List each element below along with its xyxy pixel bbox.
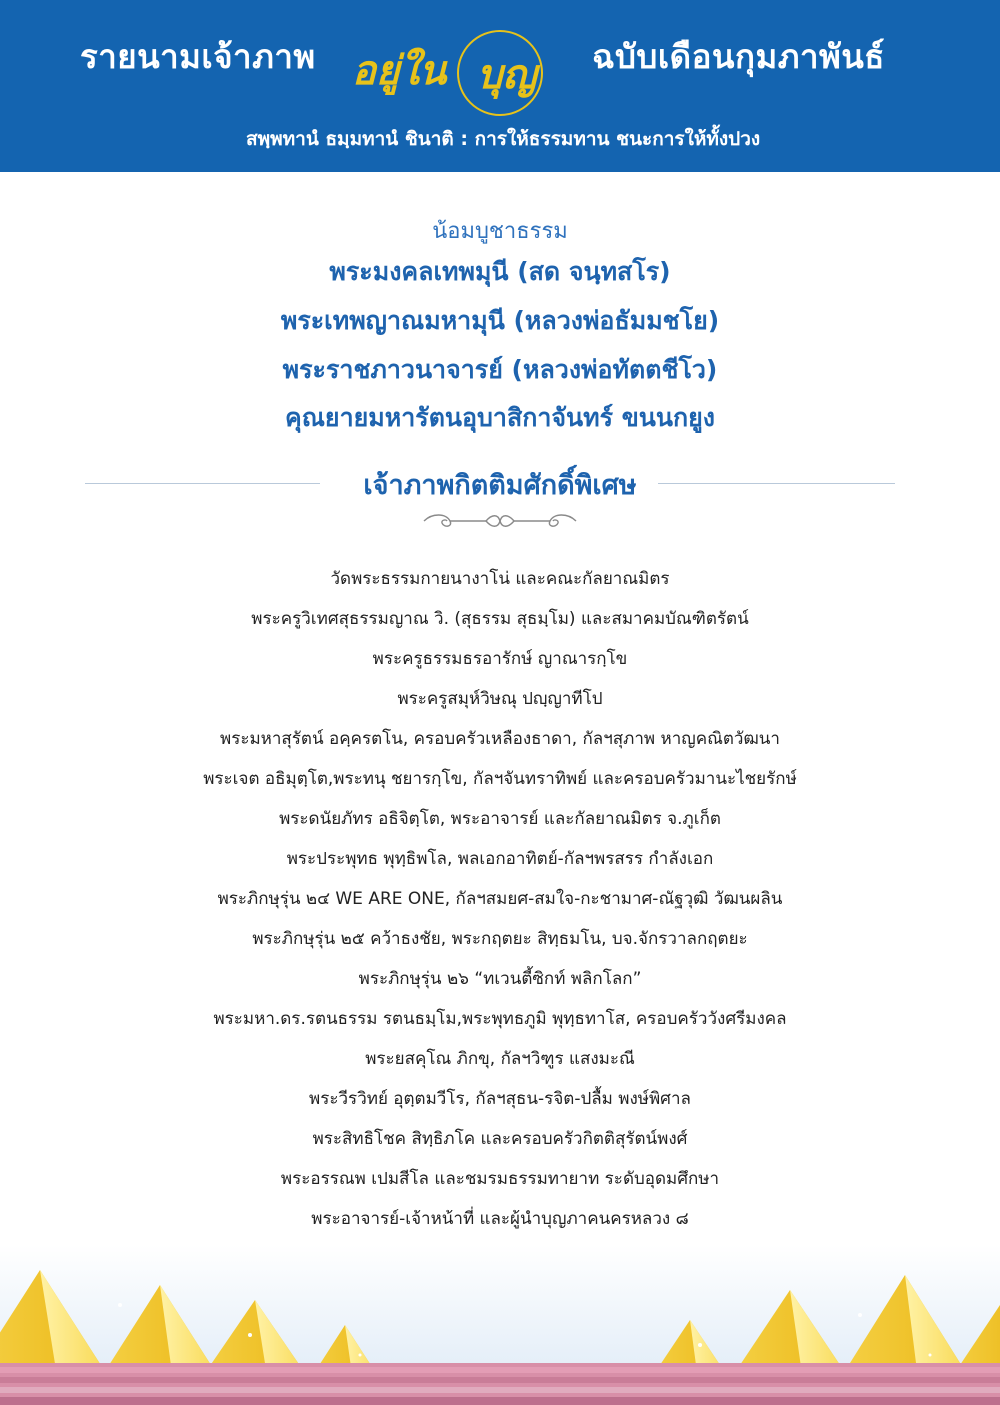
donor-entry: พระเจต อธิมุตฺโต,พระทนุ ชยารกฺโข, กัลฯจันทราทิพย์ และครอบครัวมานะไชยรักษ์ xyxy=(203,769,797,789)
magazine-logo xyxy=(352,22,572,114)
homage-name: พระมงคลเทพมุนี (สด จนฺทสโร) xyxy=(329,257,671,286)
donor-entry: พระภิกษุรุ่น ๒๖ “ทเวนตี้ซิกท์ พลิกโลก” xyxy=(358,969,642,989)
donor-entry: พระครูวิเทศสุธรรมญาณ วิ. (สุธรรม สุธมฺโม) และสมาคมบัณฑิตรัตน์ xyxy=(251,609,749,629)
donor-entry: พระมหาสุรัตน์ อคฺครตโน, ครอบครัวเหลืองธาดา, กัลฯสุภาพ หาญคณิตวัฒนา xyxy=(220,729,780,749)
scroll-ornament-icon xyxy=(420,511,580,531)
homage-name: พระเทพญาณมหามุนี (หลวงพ่อธัมมชโย) xyxy=(280,306,720,335)
logo-text-b: บุญ xyxy=(477,51,537,98)
header-banner xyxy=(0,0,1000,172)
homage-name: คุณยายมหารัตนอุบาสิกาจันทร์ ขนนกยูง xyxy=(285,403,715,432)
donor-entry: พระภิกษุรุ่น ๒๔ WE ARE ONE, กัลฯสมยศ-สมใจ-กะชามาศ-ณัฐวุฒิ วัฒนผลิน xyxy=(217,889,783,909)
donor-entry: พระสิทธิโชค สิทฺธิภโค และครอบครัวกิตติสุรัตน์พงศ์ xyxy=(312,1129,688,1149)
donor-entry: พระมหา.ดร.รตนธรรม รตนธมฺโม,พระพุทธภูมิ พุทฺธทาโส, ครอบครัววังศรีมงคล xyxy=(213,1009,787,1029)
donor-entry: พระอรรณพ เปมสีโล และชมรมธรรมทายาท ระดับอุดมศึกษา xyxy=(280,1169,720,1189)
golden-pyramids-illustration xyxy=(0,1245,1000,1405)
donor-entry: พระประพุทธ พุทฺธิพโล, พลเอกอาทิตย์-กัลฯพรสรร กำลังเอก xyxy=(286,849,714,869)
donor-entry: พระครูธรรมธรอารักษ์ ญาณารกฺโข xyxy=(372,649,628,669)
logo-text-a: อยู่ใน xyxy=(352,47,447,94)
section-title: เจ้าภาพกิตติมศักดิ์พิเศษ xyxy=(363,470,637,501)
issue-title: ฉบับเดือนกุมภาพันธ์ xyxy=(592,37,885,76)
donor-entry: พระวีรวิทย์ อุตฺตมวีโร, กัลฯสุธน-รจิต-ปลื้ม พงษ์พิศาล xyxy=(309,1089,691,1109)
donor-entry: พระภิกษุรุ่น ๒๕ คว้าธงชัย, พระกฤตยะ สิทฺธมโน, บจ.จักรวาลกฤตยะ xyxy=(252,929,748,949)
header-title: รายนามเจ้าภาพ xyxy=(80,37,316,76)
homage-label: น้อมบูชาธรรม xyxy=(432,219,568,244)
donor-entry: พระยสคุโณ ภิกขุ, กัลฯวิฑูร แสงมะณี xyxy=(365,1049,635,1069)
donor-entry: วัดพระธรรมกายนางาโน่ และคณะกัลยาณมิตร xyxy=(330,569,670,589)
homage-name: พระราชภาวนาจารย์ (หลวงพ่อทัตตชีโว) xyxy=(282,355,718,384)
donor-entry: พระครูสมุห์วิษณุ ปญฺญาทีโป xyxy=(397,689,603,709)
header-subtitle: สพฺพทานํ ธมฺมทานํ ชินาติ : การให้ธรรมทาน ชนะการให้ทั้งปวง xyxy=(246,128,761,150)
donor-entry: พระอาจารย์-เจ้าหน้าที่ และผู้นำบุญภาคนครหลวง ๘ xyxy=(311,1209,689,1229)
donor-entry: พระดนัยภัทร อธิจิตฺโต, พระอาจารย์ และกัลยาณมิตร จ.ภูเก็ต xyxy=(279,809,721,829)
